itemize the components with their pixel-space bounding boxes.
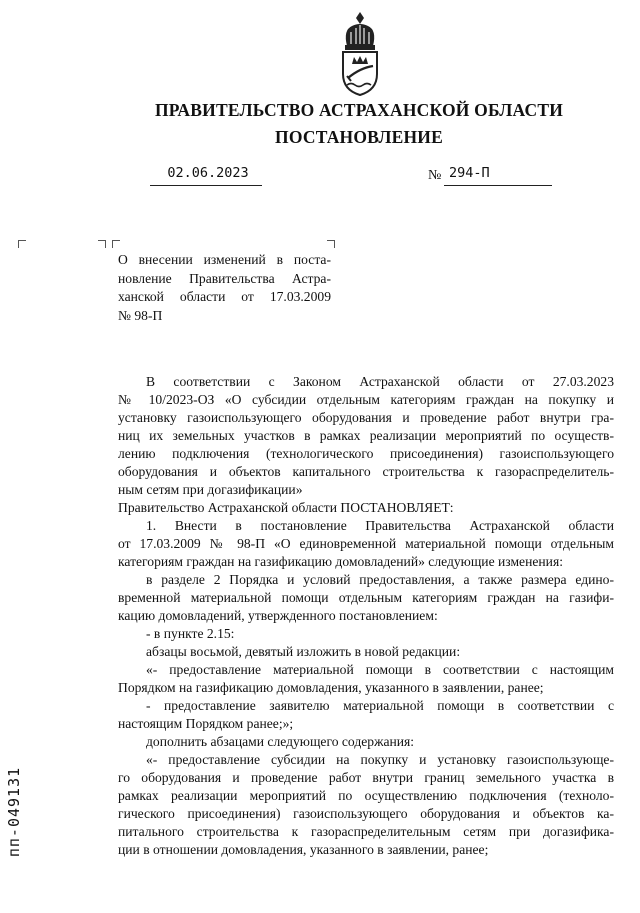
body-line: ции в отношении домовладения, указанного в заявлении, ранее;	[118, 842, 489, 857]
body-line: от 17.03.2009 № 98-П «О единовременной материальной помощи отдельным	[118, 536, 614, 551]
body-line: 1. Внести в постановление Правительства Астраханской области	[146, 518, 614, 533]
body-line: рамках реализации мероприятий по осуществлению подключения (техноло-	[118, 788, 614, 803]
registration-stamp	[0, 745, 28, 880]
body-line: настоящим Порядком ранее;»;	[118, 716, 294, 731]
body-line: лению подключения (технологического присоединения) газоиспользующего	[118, 446, 614, 461]
coat-of-arms-emblem	[335, 10, 385, 96]
body-line: дополнить абзацами следующего содержания:	[146, 734, 415, 749]
body-line: «- предоставление материальной помощи в соответствии с настоящим	[146, 662, 614, 677]
document-type-title: ПОСТАНОВЛЕНИЕ	[275, 127, 443, 147]
body-line: № 10/2023-ОЗ «О субсидии отдельным категориям граждан на покупку и	[118, 392, 614, 407]
decree-date: 02.06.2023	[167, 165, 249, 181]
body-line: го оборудования и проведение работ внутри границ земельного участка в	[118, 770, 614, 785]
body-line: категориям граждан на газификацию домовладений» следующие изменения:	[118, 554, 563, 569]
body-line: гического присоединения) газоиспользующего оборудования и объектов ка-	[118, 806, 614, 821]
decree-body	[118, 373, 614, 859]
subject-line: О внесении изменений в поста-	[118, 252, 331, 267]
corner-mark-top-left	[18, 240, 26, 248]
body-line: в разделе 2 Порядка и условий предоставления, а также размера едино-	[146, 572, 614, 587]
registration-stamp-text: пп-049131	[5, 766, 23, 858]
body-line: - предоставление заявителю материальной помощи в соответствии с	[146, 698, 614, 713]
body-line: питального строительства к газораспределительным сетям при догазифика-	[118, 824, 614, 839]
corner-mark-top-right	[98, 240, 106, 248]
government-title: ПРАВИТЕЛЬСТВО АСТРАХАНСКОЙ ОБЛАСТИ	[154, 100, 564, 120]
number-underline	[444, 185, 552, 186]
number-sign: №	[428, 168, 442, 183]
body-line: временной материальной помощи отдельным категориям граждан на газифи-	[118, 590, 614, 605]
body-line: Правительство Астраханской области ПОСТАНОВЛЯЕТ:	[118, 500, 454, 515]
decree-number: 294-П	[449, 165, 490, 181]
body-line: Порядком на газификацию домовладения, указанного в заявлении, ранее;	[118, 680, 544, 695]
body-line: ным сетям при догазификации»	[118, 482, 303, 497]
body-line: кацию домовладений, утвержденного постановлением:	[118, 608, 438, 623]
body-line: «- предоставление субсидии на покупку и установку газоиспользующе-	[146, 752, 614, 767]
corner-mark-top-right	[327, 240, 335, 248]
body-line: установку газоиспользующего оборудования и проведение работ внутри гра-	[118, 410, 614, 425]
body-line: ниц их земельных участков в рамках реализации мероприятий по осуществ-	[118, 428, 614, 443]
corner-mark-top-left	[112, 240, 120, 248]
body-line: В соответствии с Законом Астраханской области от 27.03.2023	[146, 374, 614, 389]
subject-line: ханской области от 17.03.2009	[118, 289, 331, 304]
body-line: - в пункте 2.15:	[146, 626, 235, 641]
subject-line: новление Правительства Астра-	[118, 270, 331, 286]
subject-line: № 98-П	[118, 307, 163, 323]
date-underline	[150, 185, 262, 186]
body-line: абзацы восьмой, девятый изложить в новой редакции:	[146, 644, 461, 659]
decree-subject	[118, 251, 331, 325]
body-line: оборудования и объектов капитального строительства к газораспределитель-	[118, 464, 614, 479]
